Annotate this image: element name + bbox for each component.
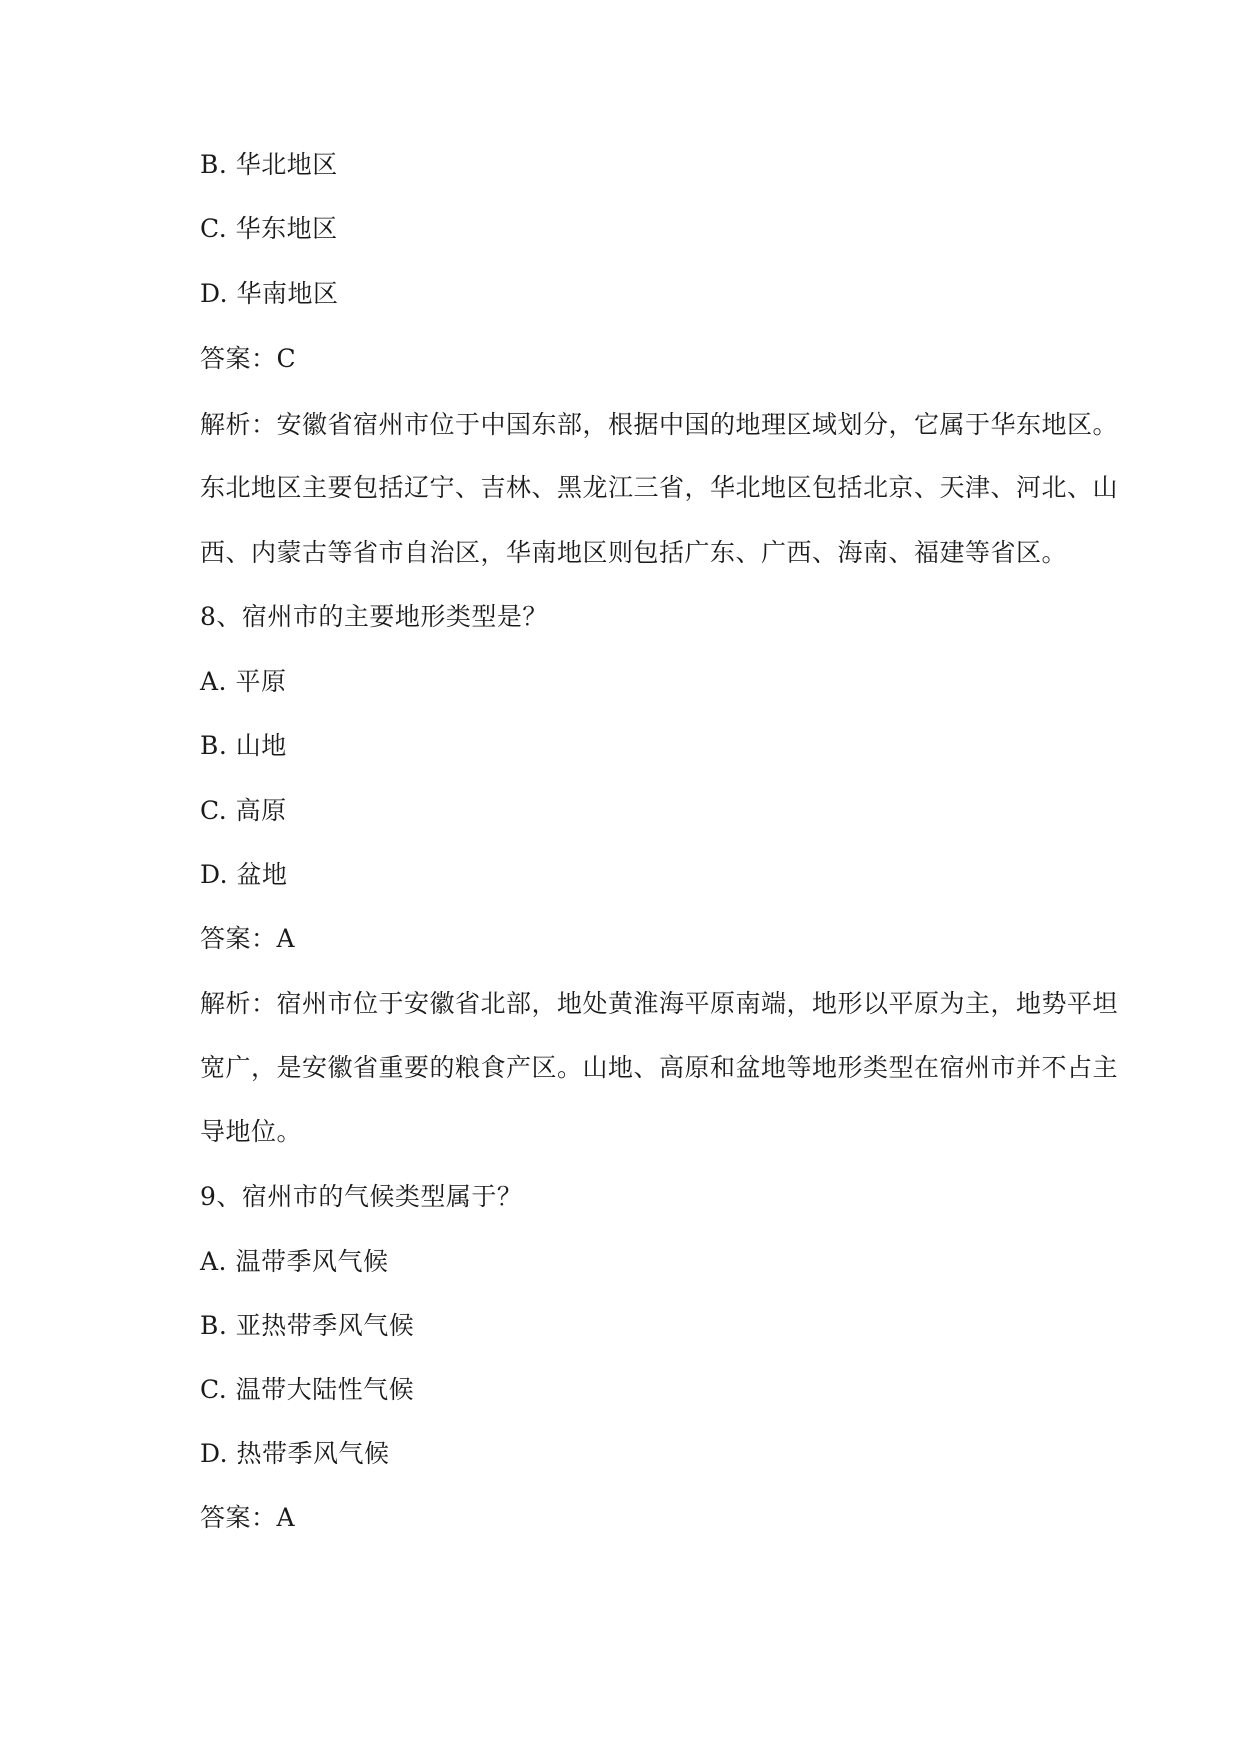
q7-option-b: B. 华北地区 xyxy=(200,150,338,179)
q8-answer: 答案：A xyxy=(200,924,296,953)
q8-option-d: D. 盆地 xyxy=(200,860,288,889)
q8-analysis-line-2: 宽广，是安徽省重要的粮食产区。山地、高原和盆地等地形类型在宿州市并不占主 xyxy=(200,1053,1119,1082)
q8-option-a: A. 平原 xyxy=(200,667,287,696)
q7-option-d: D. 华南地区 xyxy=(200,279,339,308)
q8-question: 8、宿州市的主要地形类型是？ xyxy=(200,602,548,631)
q7-analysis-line-1: 解析：安徽省宿州市位于中国东部，根据中国的地理区域划分，它属于华东地区。 xyxy=(200,410,1119,439)
q7-option-c: C. 华东地区 xyxy=(200,214,338,243)
q7-analysis-line-3: 西、内蒙古等省市自治区，华南地区则包括广东、广西、海南、福建等省区。 xyxy=(200,538,1068,567)
q7-analysis-line-2: 东北地区主要包括辽宁、吉林、黑龙江三省，华北地区包括北京、天津、河北、山 xyxy=(200,473,1119,502)
q9-option-c: C. 温带大陆性气候 xyxy=(200,1375,415,1404)
q8-analysis-line-3: 导地位。 xyxy=(200,1117,303,1146)
q9-option-b: B. 亚热带季风气候 xyxy=(200,1311,415,1340)
q9-question: 9、宿州市的气候类型属于？ xyxy=(200,1182,523,1211)
q9-answer: 答案：A xyxy=(200,1503,296,1532)
q8-analysis-line-1: 解析：宿州市位于安徽省北部，地处黄淮海平原南端，地形以平原为主，地势平坦 xyxy=(200,989,1119,1018)
q7-answer: 答案：C xyxy=(200,344,297,373)
q8-option-b: B. 山地 xyxy=(200,731,287,760)
q9-option-a: A. 温带季风气候 xyxy=(200,1247,389,1276)
q9-option-d: D. 热带季风气候 xyxy=(200,1439,390,1468)
q8-option-c: C. 高原 xyxy=(200,796,287,825)
